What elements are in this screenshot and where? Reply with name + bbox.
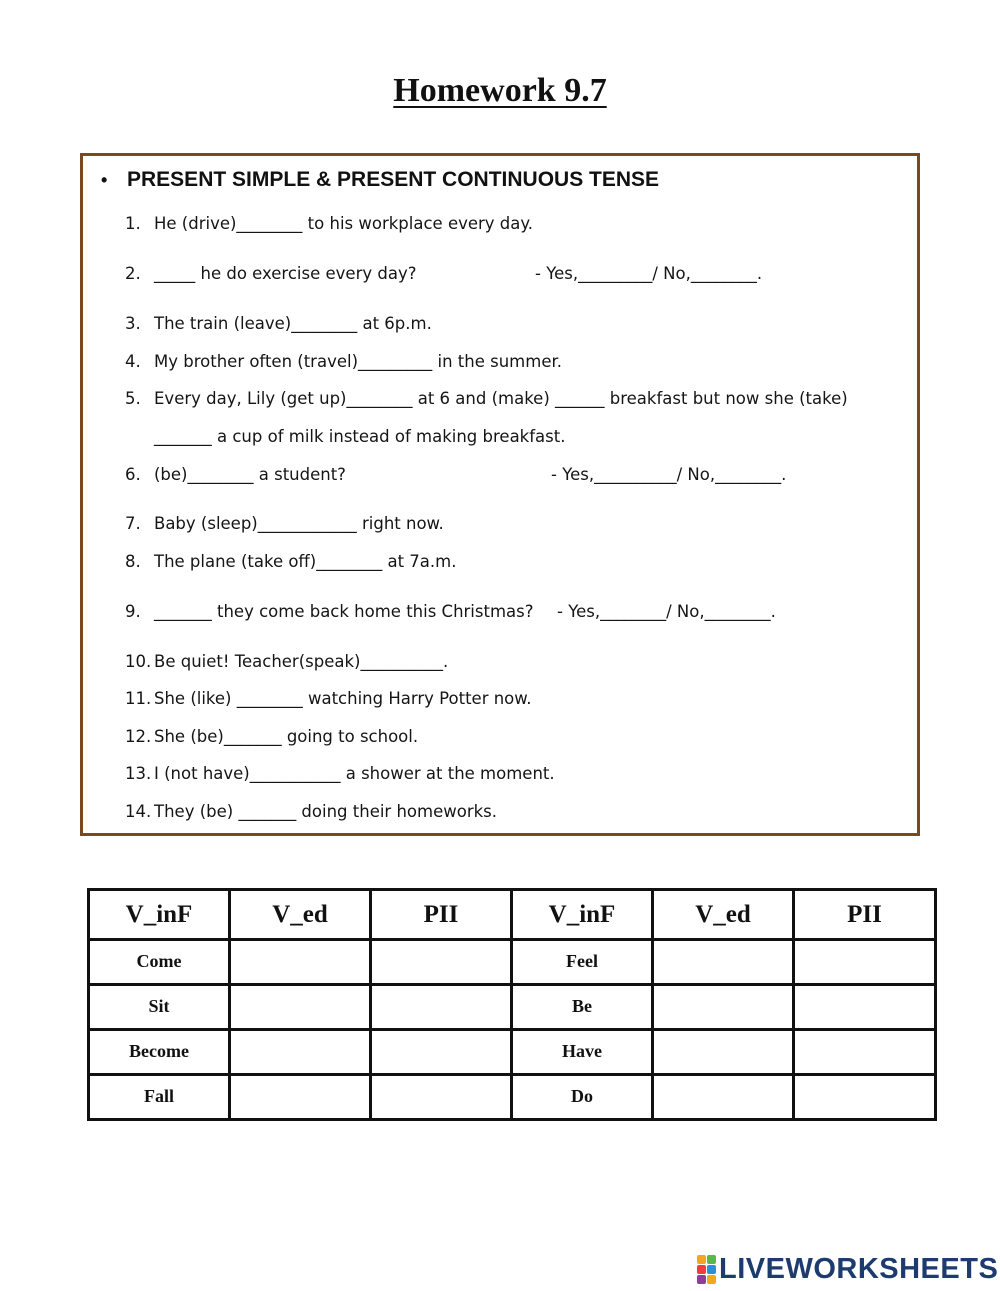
question-text: _______ they come back home this Christmas? <box>154 602 534 621</box>
exercise-box <box>80 153 920 836</box>
answer-cell[interactable] <box>794 940 936 985</box>
question-text: My brother often (travel)_________ in the summer. <box>154 352 562 371</box>
logo-mark-square <box>697 1255 706 1264</box>
question-number: 2. <box>125 264 141 283</box>
header-cell-pii-1: PII <box>371 890 512 940</box>
page-title: Homework 9.7 <box>393 72 607 109</box>
header-cell-pii-2: PII <box>794 890 936 940</box>
answer-cell[interactable] <box>653 1030 794 1075</box>
question-number: 12. <box>125 727 152 746</box>
question-text: _______ a cup of milk instead of making breakfast. <box>154 427 566 446</box>
logo-mark-square <box>697 1265 706 1274</box>
question-text: I (not have)___________ a shower at the moment. <box>154 764 555 783</box>
question-item <box>125 727 418 746</box>
question-item <box>125 427 565 446</box>
section-heading <box>101 168 659 192</box>
question-text: (be)________ a student? <box>154 465 346 484</box>
table-row <box>89 985 936 1030</box>
question-text: Every day, Lily (get up)________ at 6 and (make) ______ breakfast but now she (take) <box>154 389 848 408</box>
verb-table <box>87 888 937 1121</box>
logo-mark-square <box>707 1255 716 1264</box>
question-number: 10. <box>125 652 152 671</box>
answer-cell[interactable] <box>371 1030 512 1075</box>
table-row <box>89 1075 936 1120</box>
verb-cell: Do <box>512 1075 653 1120</box>
answer-prompt: - Yes,_________/ No,________. <box>535 264 763 283</box>
question-text: They (be) _______ doing their homeworks. <box>154 802 498 821</box>
verb-cell: Come <box>89 940 230 985</box>
question-item <box>125 764 555 783</box>
table-row <box>89 1030 936 1075</box>
question-item <box>125 314 432 333</box>
answer-cell[interactable] <box>371 1075 512 1120</box>
question-number: 13. <box>125 764 152 783</box>
question-number: 5. <box>125 389 141 408</box>
question-item <box>125 652 448 671</box>
table-header-row <box>89 890 936 940</box>
question-text: Be quiet! Teacher(speak)__________. <box>154 652 449 671</box>
answer-cell[interactable] <box>230 940 371 985</box>
question-number: 6. <box>125 465 141 484</box>
answer-cell[interactable] <box>653 985 794 1030</box>
question-text: He (drive)________ to his workplace every day. <box>154 214 534 233</box>
verb-cell: Fall <box>89 1075 230 1120</box>
question-item <box>125 214 533 233</box>
question-text: _____ he do exercise every day? <box>154 264 417 283</box>
header-cell-ved-1: V_ed <box>230 890 371 940</box>
answer-cell[interactable] <box>230 1030 371 1075</box>
header-cell-vinf-1: V_inF <box>89 890 230 940</box>
answer-cell[interactable] <box>371 940 512 985</box>
question-item <box>125 465 787 484</box>
header-cell-ved-2: V_ed <box>653 890 794 940</box>
section-heading-text: PRESENT SIMPLE & PRESENT CONTINUOUS TENSE <box>127 168 660 191</box>
liveworksheets-logo <box>697 1254 998 1284</box>
question-item <box>125 514 444 533</box>
answer-cell[interactable] <box>371 985 512 1030</box>
question-text: Baby (sleep)____________ right now. <box>154 514 444 533</box>
question-number: 9. <box>125 602 141 621</box>
answer-prompt: - Yes,________/ No,________. <box>557 602 776 621</box>
logo-text: LIVEWORKSHEETS <box>719 1252 999 1285</box>
question-number: 11. <box>125 689 152 708</box>
question-item <box>125 389 848 408</box>
question-text: The train (leave)________ at 6p.m. <box>154 314 432 333</box>
answer-cell[interactable] <box>230 1075 371 1120</box>
question-text: She (like) ________ watching Harry Potter now. <box>154 689 532 708</box>
verb-cell: Have <box>512 1030 653 1075</box>
question-item <box>125 552 456 571</box>
verb-cell: Be <box>512 985 653 1030</box>
logo-mark-icon <box>697 1255 716 1284</box>
question-item <box>125 264 763 283</box>
answer-cell[interactable] <box>794 985 936 1030</box>
verb-cell: Become <box>89 1030 230 1075</box>
question-number: 7. <box>125 514 141 533</box>
answer-cell[interactable] <box>794 1030 936 1075</box>
question-number: 14. <box>125 802 152 821</box>
verb-cell: Feel <box>512 940 653 985</box>
question-item <box>125 802 497 821</box>
question-item <box>125 689 532 708</box>
question-number: 1. <box>125 214 141 233</box>
answer-cell[interactable] <box>653 940 794 985</box>
question-number: 8. <box>125 552 141 571</box>
question-text: The plane (take off)________ at 7a.m. <box>154 552 457 571</box>
question-number: 4. <box>125 352 141 371</box>
bullet-icon: • <box>101 170 108 190</box>
answer-prompt: - Yes,__________/ No,________. <box>551 465 787 484</box>
question-number: 3. <box>125 314 141 333</box>
verb-cell: Sit <box>89 985 230 1030</box>
logo-mark-square <box>707 1265 716 1274</box>
question-item <box>125 352 562 371</box>
answer-cell[interactable] <box>653 1075 794 1120</box>
logo-mark-square <box>707 1275 716 1284</box>
question-item <box>125 602 776 621</box>
answer-cell[interactable] <box>794 1075 936 1120</box>
question-text: She (be)_______ going to school. <box>154 727 419 746</box>
table-row <box>89 940 936 985</box>
logo-mark-square <box>697 1275 706 1284</box>
header-cell-vinf-2: V_inF <box>512 890 653 940</box>
answer-cell[interactable] <box>230 985 371 1030</box>
